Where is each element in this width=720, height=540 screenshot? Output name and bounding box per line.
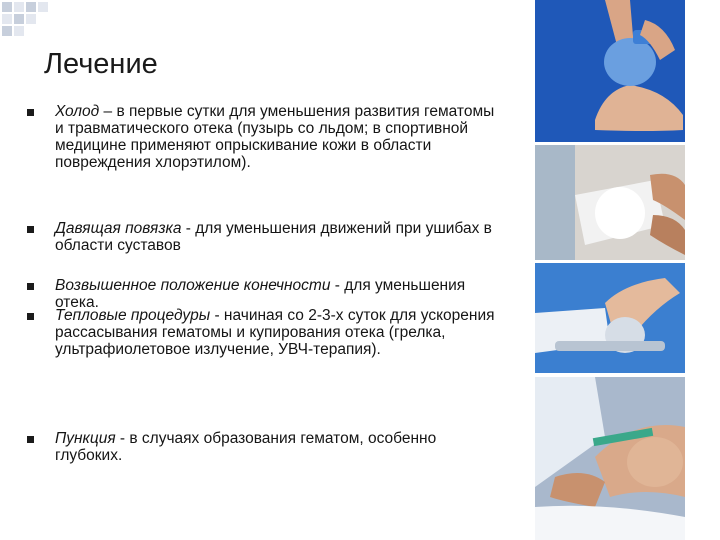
puncture-illustration [535, 377, 685, 540]
ice-pack-illustration [535, 0, 685, 142]
square-bullet-icon [27, 226, 34, 233]
list-item-text [55, 430, 495, 464]
deco-square [2, 14, 12, 24]
square-bullet-icon [27, 109, 34, 116]
square-bullet-icon [27, 313, 34, 320]
bandaged-knee-photo [535, 145, 685, 260]
list-item-term: Возвышенное положение конечности [55, 277, 331, 294]
deco-square [26, 14, 36, 24]
deco-square [2, 2, 12, 12]
list-item-text [55, 103, 495, 171]
list-item-term: Пункция [55, 430, 116, 447]
slide-title: Лечение [44, 48, 158, 80]
list-item-text [55, 220, 495, 254]
list-item-text [55, 307, 495, 358]
square-bullet-icon [27, 283, 34, 290]
deco-square [38, 2, 48, 12]
list-item-description: - начиная со 2-3-х суток для ускорения рассасывания гематомы и купирования отека (грелка, ультрафиолетовое излучение, УВЧ-терапия). [55, 307, 495, 358]
deco-square [14, 2, 24, 12]
deco-square [2, 26, 12, 36]
square-bullet-icon [27, 436, 34, 443]
deco-square [26, 2, 36, 12]
list-item-term: Холод [55, 103, 100, 120]
bandage-illustration [535, 145, 685, 260]
list-item-term: Тепловые процедуры [55, 307, 211, 324]
list-item-description: - для уменьшения движений при ушибах в области суставов [55, 220, 492, 254]
list-item-description: - в случаях образования гематом, особенно глубоких. [55, 430, 437, 464]
ice-pack-on-foot-photo [535, 0, 685, 142]
elevated-leg-illustration [535, 263, 685, 373]
list-item-text [55, 277, 495, 311]
list-item-description: - для уменьшения отека. [55, 277, 466, 311]
elevated-leg-photo [535, 263, 685, 373]
deco-square [14, 14, 24, 24]
corner-decoration [0, 0, 60, 45]
list-item-description: – в первые сутки для уменьшения развития гематомы и травматического отека (пузырь со льдом; в спортивной медицине применяют опрыскивание кожи в области повреждения хлорэтилом). [55, 103, 495, 171]
list-item-term: Давящая повязка [55, 220, 182, 237]
knee-puncture-photo [535, 377, 685, 540]
deco-square [14, 26, 24, 36]
